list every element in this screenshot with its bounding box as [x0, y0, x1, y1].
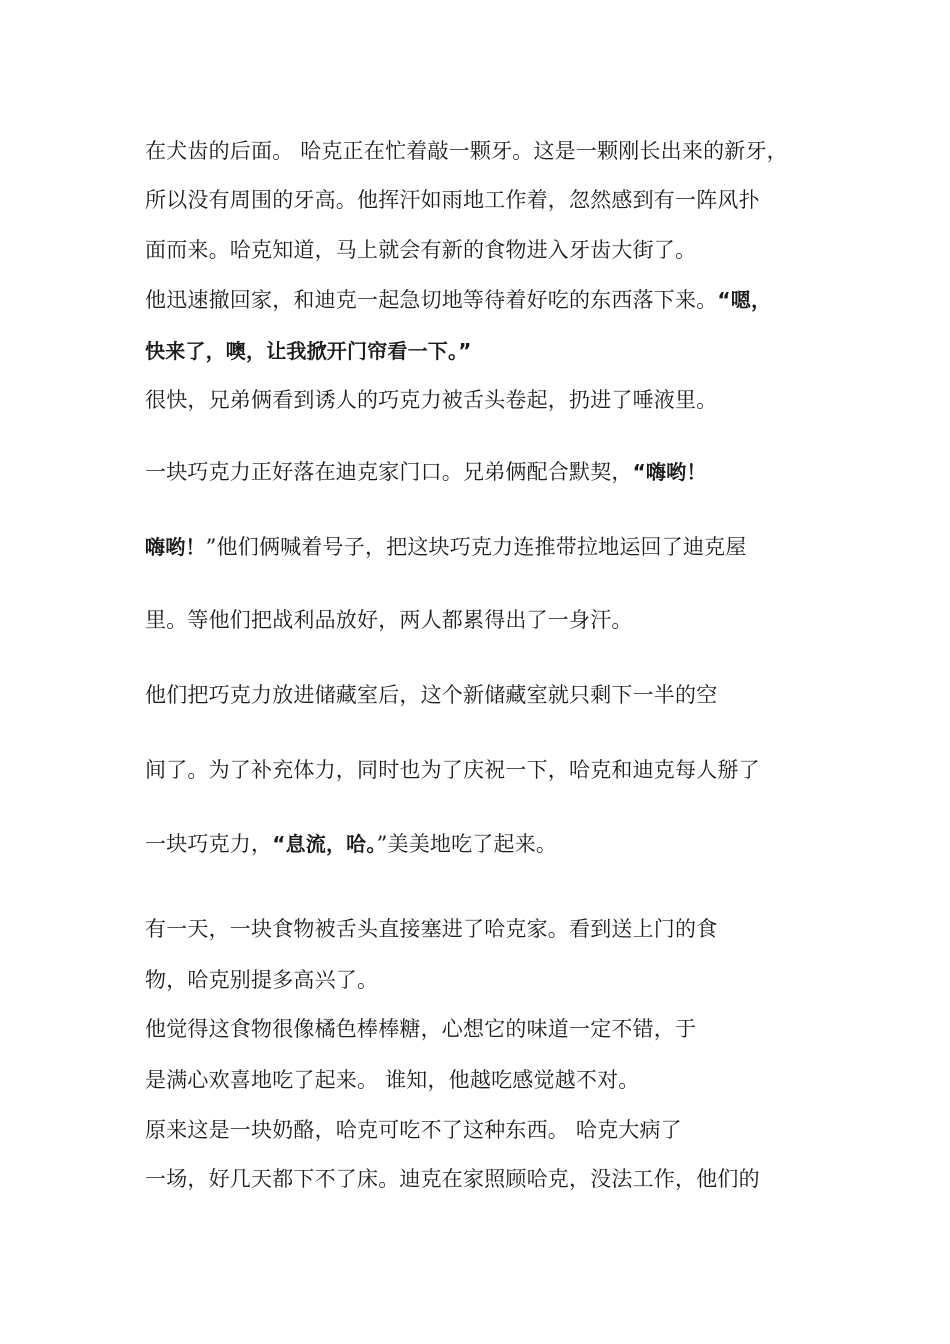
- text-line-2: 所以没有周围的牙高。他挥汗如雨地工作着，忽然感到有一阵风扑: [145, 188, 760, 212]
- text-line-8: 嗨哟！”他们俩喊着号子，把这块巧克力连推带拉地运回了迪克屋: [145, 535, 747, 559]
- text-line-18: 一场，好几天都下不了床。迪克在家照顾哈克，没法工作，他们的: [145, 1167, 760, 1191]
- text-line-14: 物，哈克别提多高兴了。: [145, 968, 379, 992]
- text-line-9: 里。等他们把战利品放好，两人都累得出了一身汗。: [145, 608, 633, 632]
- text-line-12: 一块巧克力，“息流，哈。”美美地吃了起来。: [145, 832, 558, 856]
- text-line-13: 有一天，一块食物被舌头直接塞进了哈克家。看到送上门的食: [145, 917, 718, 941]
- dialogue-bold: “嗨哟！: [632, 460, 707, 484]
- dialogue-bold: 嗨哟！: [145, 535, 206, 559]
- text-line-16: 是满心欢喜地吃了起来。 谁知，他越吃感觉越不对。: [145, 1068, 640, 1092]
- text-line-15: 他觉得这食物很像橘色棒棒糖，心想它的味道一定不错，于: [145, 1017, 697, 1041]
- text-line-1: 在犬齿的后面。 哈克正在忙着敲一颗牙。这是一颗刚长出来的新牙，: [145, 139, 788, 163]
- text-line-5: [145, 337, 472, 365]
- dialogue-bold: “嗯，: [717, 288, 772, 312]
- dialogue-bold: 快来了，噢，让我掀开门帘看一下。”: [145, 339, 472, 363]
- text-line-17: 原来这是一块奶酪，哈克可吃不了这种东西。 哈克大病了: [145, 1118, 682, 1142]
- text-line-3: 面而来。哈克知道，马上就会有新的食物进入牙齿大街了。: [145, 238, 697, 262]
- text-line-11: 间了。为了补充体力，同时也为了庆祝一下，哈克和迪克每人掰了: [145, 758, 760, 782]
- text-line-7: 一块巧克力正好落在迪克家门口。兄弟俩配合默契，“嗨哟！: [145, 460, 707, 484]
- dialogue-bold: “息流，哈。: [272, 832, 377, 856]
- text-line-10: 他们把巧克力放进储藏室后，这个新储藏室就只剩下一半的空: [145, 683, 718, 707]
- text-line-4: 他迅速撤回家，和迪克一起急切地等待着好吃的东西落下来。“嗯，: [145, 288, 772, 312]
- text-line-6: 很快，兄弟俩看到诱人的巧克力被舌头卷起，扔进了唾液里。: [145, 388, 718, 412]
